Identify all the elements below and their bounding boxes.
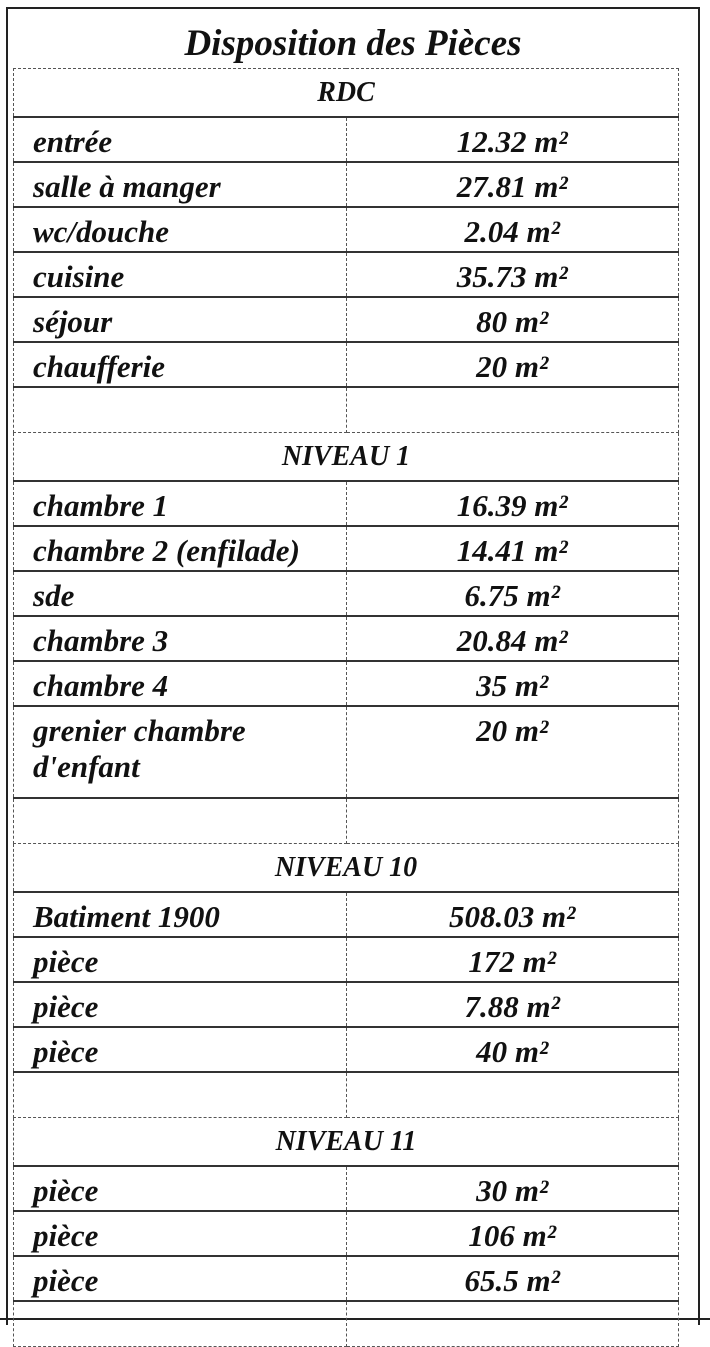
room-name: pièce — [14, 937, 347, 982]
room-name: chambre 1 — [14, 481, 347, 526]
page-title: Disposition des Pièces — [184, 23, 522, 64]
table-row — [14, 616, 679, 661]
room-name: pièce — [14, 1256, 347, 1301]
section-header-row — [14, 844, 679, 892]
table-row — [14, 661, 679, 706]
table-row — [14, 162, 679, 207]
room-area: 16.39 m² — [346, 481, 679, 526]
section-heading: RDC — [14, 69, 679, 117]
table-row — [14, 937, 679, 982]
room-name: sde — [14, 571, 347, 616]
room-area: 20.84 m² — [346, 616, 679, 661]
room-name: salle à manger — [14, 162, 347, 207]
room-name: chambre 3 — [14, 616, 347, 661]
empty-row — [14, 1301, 679, 1347]
room-area: 65.5 m² — [346, 1256, 679, 1301]
room-area: 30 m² — [346, 1166, 679, 1211]
room-area: 6.75 m² — [346, 571, 679, 616]
room-name: chambre 2 (enfilade) — [14, 526, 347, 571]
empty-cell — [14, 798, 347, 844]
table-row — [14, 342, 679, 387]
table-row — [14, 1027, 679, 1072]
empty-cell — [346, 1072, 679, 1118]
room-area: 14.41 m² — [346, 526, 679, 571]
empty-cell — [346, 387, 679, 433]
table-row — [14, 252, 679, 297]
section-heading: NIVEAU 1 — [14, 433, 679, 481]
room-area: 80 m² — [346, 297, 679, 342]
empty-cell — [14, 1072, 347, 1118]
room-name: pièce — [14, 982, 347, 1027]
empty-row — [14, 798, 679, 844]
table-row — [14, 481, 679, 526]
table-row — [14, 1166, 679, 1211]
empty-cell — [346, 798, 679, 844]
table-row — [14, 1256, 679, 1301]
room-area: 35 m² — [346, 661, 679, 706]
room-name: chaufferie — [14, 342, 347, 387]
empty-cell — [14, 387, 347, 433]
section-heading: NIVEAU 11 — [14, 1118, 679, 1166]
room-name: pièce — [14, 1027, 347, 1072]
room-area: 20 m² — [346, 342, 679, 387]
room-name: cuisine — [14, 252, 347, 297]
room-name: pièce — [14, 1211, 347, 1256]
table-row — [14, 706, 679, 798]
section-header-row — [14, 69, 679, 117]
room-name: séjour — [14, 297, 347, 342]
table-row — [14, 207, 679, 252]
table-row — [14, 526, 679, 571]
rooms-table — [13, 68, 679, 1347]
room-area: 2.04 m² — [346, 207, 679, 252]
room-area: 35.73 m² — [346, 252, 679, 297]
table-row — [14, 982, 679, 1027]
room-name: entrée — [14, 117, 347, 162]
room-area: 106 m² — [346, 1211, 679, 1256]
empty-cell — [346, 1301, 679, 1347]
table-row — [14, 117, 679, 162]
room-area: 12.32 m² — [346, 117, 679, 162]
section-header-row — [14, 433, 679, 481]
room-name: pièce — [14, 1166, 347, 1211]
table-row — [14, 297, 679, 342]
empty-row — [14, 387, 679, 433]
room-area: 27.81 m² — [346, 162, 679, 207]
room-name: Batiment 1900 — [14, 892, 347, 937]
table-row — [14, 892, 679, 937]
section-heading: NIVEAU 10 — [14, 844, 679, 892]
room-name: grenier chambre d'enfant — [14, 706, 347, 798]
section-header-row — [14, 1118, 679, 1166]
table-row — [14, 571, 679, 616]
empty-cell — [14, 1301, 347, 1347]
room-area: 20 m² — [346, 706, 679, 798]
room-area: 508.03 m² — [346, 892, 679, 937]
table-row — [14, 1211, 679, 1256]
room-area: 172 m² — [346, 937, 679, 982]
room-name: wc/douche — [14, 207, 347, 252]
room-name: chambre 4 — [14, 661, 347, 706]
room-area: 40 m² — [346, 1027, 679, 1072]
empty-row — [14, 1072, 679, 1118]
room-area: 7.88 m² — [346, 982, 679, 1027]
